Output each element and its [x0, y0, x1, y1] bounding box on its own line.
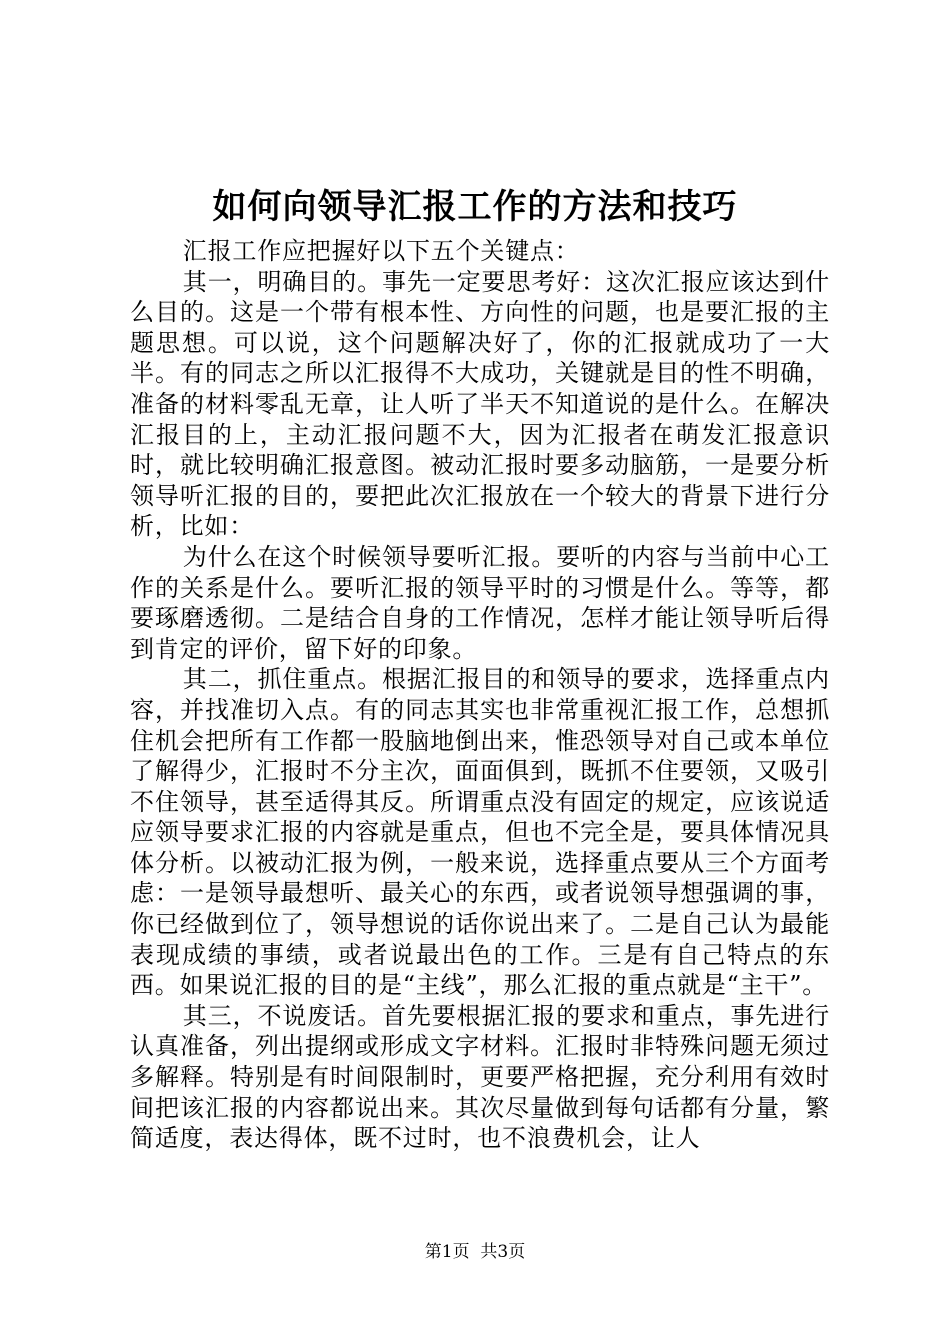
- page-total: 共3页: [480, 1242, 526, 1262]
- paragraph-point-one-continued: 为什么在这个时候领导要听汇报。要听的内容与当前中心工作的关系是什么。要听汇报的领导平时的习惯是什么。等等，都要琢磨透彻。二是结合自身的工作情况，怎样才能让领导听后得到肯定的评价，留下好的印象。: [130, 542, 830, 663]
- document-title: 如何向领导汇报工作的方法和技巧: [212, 187, 738, 227]
- paragraph-point-two: 其二，抓住重点。根据汇报目的和领导的要求，选择重点内容，并找准切入点。有的同志其实也非常重视汇报工作，总想抓住机会把所有工作都一股脑地倒出来，惟恐领导对自己或本单位了解得少，汇报时不分主次，面面俱到，既抓不住要领，又吸引不住领导，甚至适得其反。所谓重点没有固定的规定，应该说适应领导要求汇报的内容就是重点，但也不完全是，要具体情况具体分析。以被动汇报为例，一般来说，选择重点要从三个方面考虑：一是领导最想听、最关心的东西，或者说领导想强调的事，你已经做到位了，领导想说的话你说出来了。二是自己认为最能表现成绩的事绩，或者说最出色的工作。三是有自己特点的东西。如果说汇报的目的是“主线”，那么汇报的重点就是“主干”。: [130, 665, 830, 1000]
- page-footer: [0, 1240, 950, 1264]
- paragraph-point-three: 其三，不说废话。首先要根据汇报的要求和重点，事先进行认真准备，列出提纲或形成文字材料。汇报时非特殊问题无须过多解释。特别是有时间限制时，更要严格把握，充分利用有效时间把该汇报的内容都说出来。其次尽量做到每句话都有分量，繁简适度，表达得体，既不过时，也不浪费机会，让人: [130, 1001, 830, 1153]
- paragraph-point-one: 其一，明确目的。事先一定要思考好：这次汇报应该达到什么目的。这是一个带有根本性、方向性的问题，也是要汇报的主题思想。可以说，这个问题解决好了，你的汇报就成功了一大半。有的同志之所以汇报得不大成功，关键就是目的性不明确，准备的材料零乱无章，让人听了半天不知道说的是什么。在解决汇报目的上，主动汇报问题不大，因为汇报者在萌发汇报意识时，就比较明确汇报意图。被动汇报时要多动脑筋，一是要分析领导听汇报的目的，要把此次汇报放在一个较大的背景下进行分析，比如：: [130, 267, 830, 541]
- page-number: 第1页: [424, 1242, 470, 1262]
- paragraph-intro: 汇报工作应把握好以下五个关键点：: [182, 237, 580, 265]
- document-body: [130, 236, 830, 1154]
